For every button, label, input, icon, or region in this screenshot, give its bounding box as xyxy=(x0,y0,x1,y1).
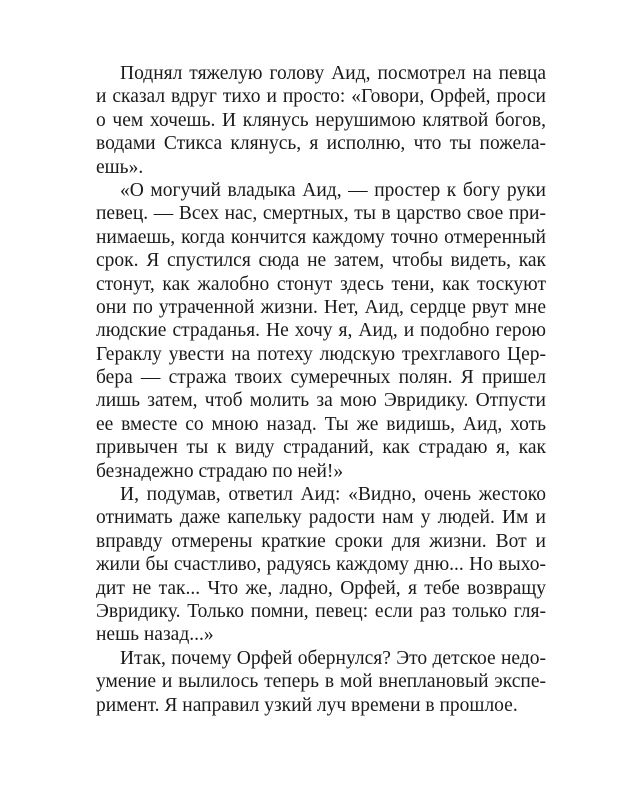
text-line: людские страданья. Не хочу я, Аид, и подобно герою xyxy=(96,320,546,342)
text-line: Итак, почему Орфей обернулся? Это детское недо- xyxy=(120,647,546,669)
text-line: жили бы счастливо, радуясь каждому дню... Но выхо- xyxy=(96,554,546,576)
text-line: нешь назад...» xyxy=(96,624,214,646)
text-line: водами Стикса клянусь, я исполню, что ты пожела- xyxy=(96,133,546,155)
text-line: ее вместе со мною назад. Ты же видишь, Аид, хоть xyxy=(96,413,546,435)
paragraph xyxy=(96,647,546,717)
text-line: И, подумав, ответил Аид: «Видно, очень жестоко xyxy=(120,484,546,506)
text-line: лишь затем, чтоб молить за мою Эвридику. Отпусти xyxy=(96,390,546,412)
text-line: вправду отмерены краткие сроки для жизни. Вот и xyxy=(96,530,546,552)
text-line: нимаешь, когда кончится каждому точно отмеренный xyxy=(96,226,546,248)
text-line: о чем хочешь. И клянусь нерушимою клятвой богов, xyxy=(96,109,546,131)
page-text xyxy=(96,62,546,717)
text-line: римент. Я направил узкий луч времени в прошлое. xyxy=(96,694,518,716)
text-line: срок. Я спустился сюда не затем, чтобы видеть, как xyxy=(96,250,546,272)
text-line: Эвридику. Только помни, певец: если раз только гля- xyxy=(96,600,546,622)
text-line: певец. — Всех нас, смертных, ты в царство свое при- xyxy=(96,203,546,225)
text-line: Поднял тяжелую голову Аид, посмотрел на певца xyxy=(120,63,546,84)
text-line: умение и вылилось теперь в мой внеплановый экспе- xyxy=(96,671,546,693)
text-line: отнимать даже капельку радости нам у людей. Им и xyxy=(96,507,546,529)
paragraph xyxy=(96,62,546,179)
text-line: дит не так... Что же, ладно, Орфей, я тебе возвращу xyxy=(96,577,546,599)
text-line: и сказал вдруг тихо и просто: «Говори, Орфей, проси xyxy=(96,86,546,108)
text-line: ешь». xyxy=(96,156,144,178)
paragraph xyxy=(96,483,546,647)
text-line: бера — стража твоих сумеречных полян. Я пришел xyxy=(96,367,546,389)
text-line: они по утраченной жизни. Нет, Аид, сердце рвут мне xyxy=(96,296,546,318)
text-line: Гераклу увести на потеху людскую трехглавого Цер- xyxy=(96,343,546,365)
text-line: «О могучий владыка Аид, — простер к богу руки xyxy=(120,179,546,201)
text-line: безнадежно страдаю по ней!» xyxy=(96,460,344,482)
paragraph xyxy=(96,179,546,483)
text-line: стонут, как жалобно стонут здесь тени, как тоскуют xyxy=(96,273,546,295)
text-line: привычен ты к виду страданий, как страдаю я, как xyxy=(96,437,546,459)
